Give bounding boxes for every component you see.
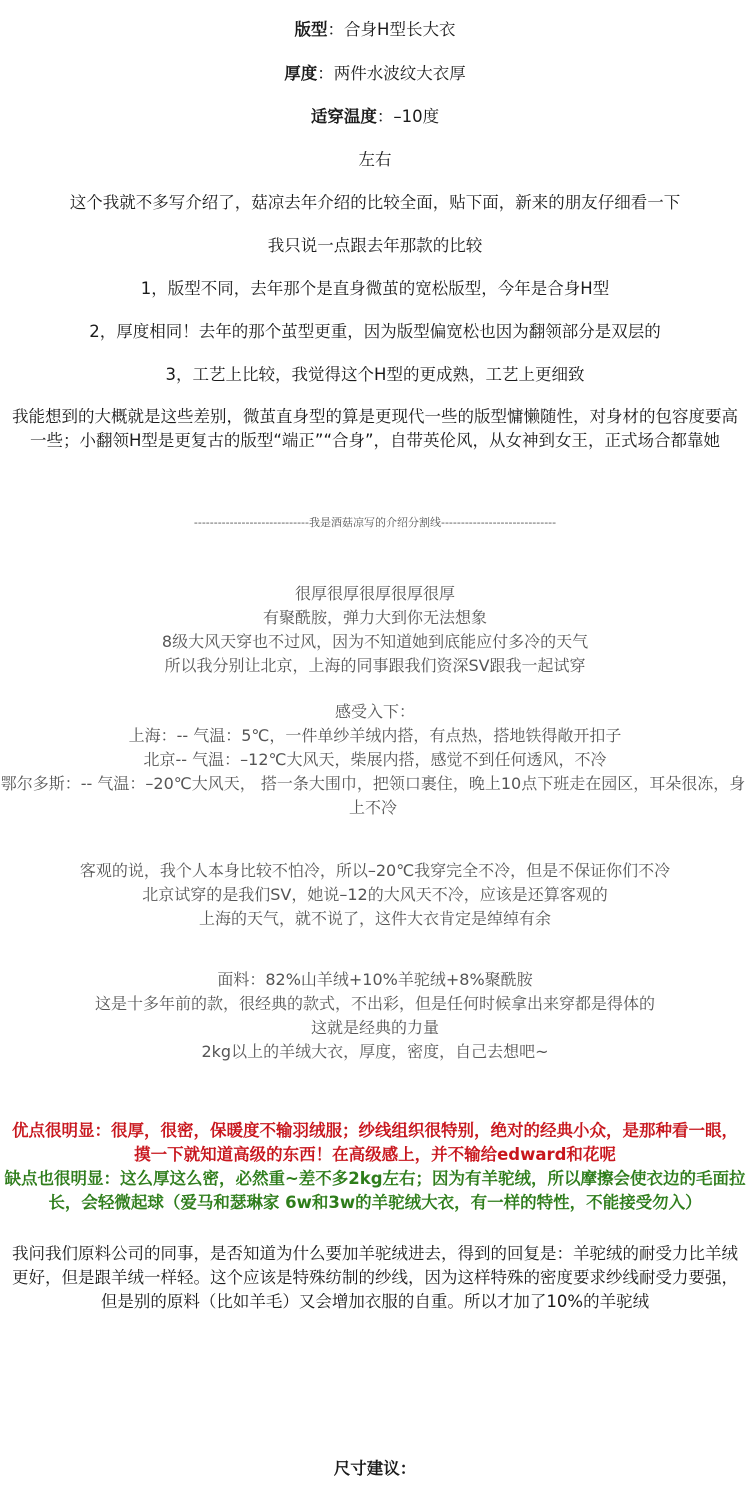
objective-line-1: 客观的说，我个人本身比较不怕冷，所以–20℃我穿完全不冷，但是不保证你们不冷 bbox=[79, 861, 671, 880]
size-heading: 尺寸建议： bbox=[333, 1459, 417, 1478]
thickness-line-4: 所以我分别让北京，上海的同事跟我们资深SV跟我一起试穿 bbox=[164, 656, 586, 675]
intro-point-2: 2，厚度相同！去年的那个茧型更重，因为版型偏宽松也因为翻领部分是双层的 bbox=[89, 322, 661, 341]
fabric-line-1: 面料：82%山羊绒+10%羊驼绒+8%聚酰胺 bbox=[217, 970, 533, 989]
intro-line-1: 这个我就不多写介绍了，菇凉去年介绍的比较全面，贴下面，新来的朋友仔细看一下 bbox=[69, 193, 681, 212]
spec-thickness: 厚度：两件水波纹大衣厚 bbox=[284, 64, 466, 83]
trial-shanghai: 上海：-- 气温：5℃，一件单纱羊绒内搭，有点热，搭地铁得敞开扣子 bbox=[128, 726, 622, 745]
spec-fit-value: 合身H型长大衣 bbox=[344, 20, 456, 39]
spec-fit-label: 版型 bbox=[294, 20, 328, 39]
trial-block bbox=[0, 700, 750, 820]
fabric-line-2: 这是十多年前的款，很经典的款式，不出彩，但是任何时候拿出来穿都是得体的 bbox=[94, 994, 655, 1013]
thickness-block bbox=[0, 582, 750, 678]
trial-beijing: 北京-- 气温：–12℃大风天，柴展内搭，感觉不到任何透风，不冷 bbox=[143, 750, 607, 769]
cons-paragraph: 缺点也很明显：这么厚这么密，必然重~差不多2kg左右；因为有羊驼绒，所以摩擦会使衣边的毛面拉长，会轻微起球（爱马和瑟琳家 6w和3w的羊驼绒大衣，有一样的特性，不能接受勿入） bbox=[4, 1169, 746, 1212]
spec-temperature-label: 适穿温度 bbox=[310, 107, 377, 126]
intro-line-2: 我只说一点跟去年那款的比较 bbox=[267, 236, 483, 255]
thickness-line-1: 很厚很厚很厚很厚很厚 bbox=[294, 584, 455, 603]
explanation-paragraph: 我问我们原料公司的同事，是否知道为什么要加羊驼绒进去，得到的回复是：羊驼绒的耐受力比羊绒更好，但是跟羊绒一样轻。这个应该是特殊纺制的纱线，因为这样特殊的密度要求纱线耐受力要强，但是别的原料（比如羊毛）又会增加衣服的自重。所以才加了10%的羊驼绒 bbox=[12, 1244, 738, 1311]
objective-line-3: 上海的天气，就不说了，这件大衣肯定是绰绰有余 bbox=[198, 909, 551, 928]
thickness-line-3: 8级大风天穿也不过风，因为不知道她到底能应付多冷的天气 bbox=[161, 632, 589, 651]
objective-block bbox=[0, 859, 750, 931]
fabric-line-4: 2kg以上的羊绒大衣，厚度，密度，自己去想吧~ bbox=[201, 1042, 549, 1061]
spec-temperature: 适穿温度：–10度 bbox=[310, 107, 440, 126]
intro-summary: 我能想到的大概就是这些差别，微茧直身型的算是更现代一些的版型慵懒随性，对身材的包容度要高一些；小翻领H型是更复古的版型“端正”“合身”，自带英伦风，从女神到女王，正式场合都靠她 bbox=[12, 407, 738, 450]
intro-point-1: 1，版型不同，去年那个是直身微茧的宽松版型，今年是合身H型 bbox=[140, 279, 610, 298]
fabric-block bbox=[0, 968, 750, 1064]
objective-line-2: 北京试穿的是我们SV，她说–12的大风天不冷，应该是还算客观的 bbox=[142, 885, 608, 904]
spec-fit: 版型：合身H型长大衣 bbox=[294, 20, 456, 39]
pros-paragraph: 优点很明显：很厚，很密，保暖度不输羽绒服；纱线组织很特别，绝对的经典小众，是那种看一眼，摸一下就知道高级的东西！在高级感上，并不输给edward和花呢 bbox=[12, 1121, 738, 1164]
spec-thickness-value: 两件水波纹大衣厚 bbox=[333, 64, 466, 83]
trial-heading: 感受入下： bbox=[334, 702, 415, 721]
spec-temperature-value: –10度 bbox=[393, 107, 440, 126]
section-divider: -----------------------------我是酒菇凉写的介绍分割线----------------------------- bbox=[193, 516, 557, 529]
intro-left-right: 左右 bbox=[358, 150, 392, 169]
spec-thickness-label: 厚度 bbox=[284, 64, 318, 83]
trial-ordos: 鄂尔多斯：-- 气温：–20℃大风天， 搭一条大围巾，把领口裹住，晚上10点下班走在园区，耳朵很冻，身上不冷 bbox=[0, 774, 746, 817]
thickness-line-2: 有聚酰胺，弹力大到你无法想象 bbox=[262, 608, 487, 627]
intro-point-3: 3，工艺上比较，我觉得这个H型的更成熟，工艺上更细致 bbox=[165, 365, 585, 384]
fabric-line-3: 这就是经典的力量 bbox=[310, 1018, 439, 1037]
